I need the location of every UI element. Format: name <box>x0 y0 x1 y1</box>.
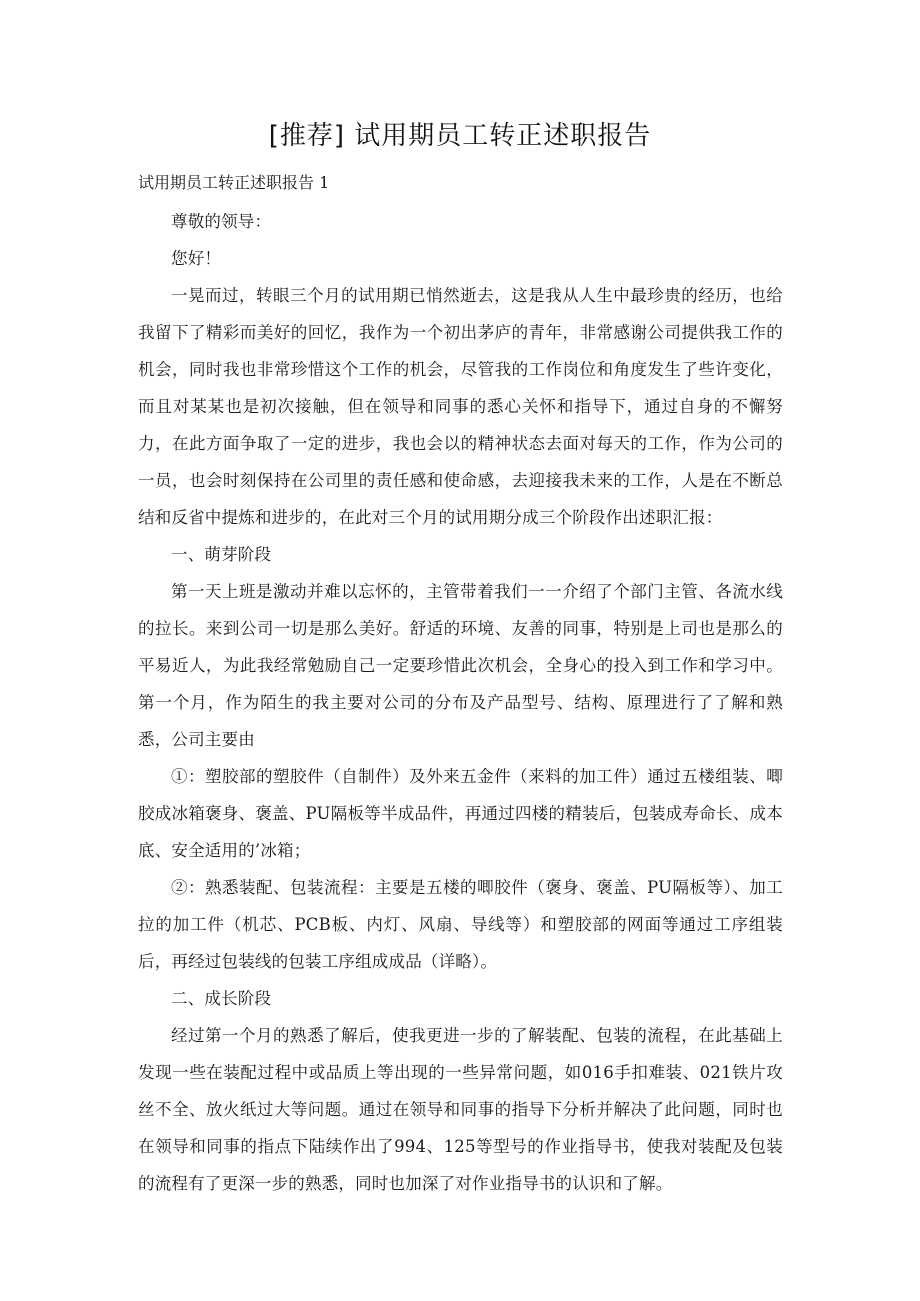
paragraph-stage-1: 第一天上班是激动并难以忘怀的，主管带着我们一一介绍了个部门主管、各流水线的拉长。来到公司一切是那么美好。舒适的环境、友善的同事，特别是上司也是那么的平易近人，为此我经常勉励自己一定要珍惜此次机会，全身心的投入到工作和学习中。第一个月，作为陌生的我主要对公司的分布及产品型号、结构、原理进行了了解和熟悉，公司主要由 <box>138 582 783 749</box>
document-title: [推荐] 试用期员工转正述职报告 <box>268 121 652 151</box>
salutation: 尊敬的领导： <box>171 212 272 231</box>
document-body <box>138 203 783 1202</box>
section-heading-1: 一、萌芽阶段 <box>171 545 272 564</box>
paragraph-stage-2: 经过第一个月的熟悉了解后，使我更进一步的了解装配、包装的流程，在此基础上发现一些在装配过程中或品质上等出现的一些异常问题，如016手扣难装、021铁片攻丝不全、放火纸过大等问题。通过在领导和同事的指导下分析并解决了此问题，同时也在领导和同事的指点下陆续作出了994、125等型号的作业指导书，使我对装配及包装的流程有了更深一步的熟悉，同时也加深了对作业指导书的认识和了解。 <box>138 1026 783 1193</box>
document-subtitle: 试用期员工转正述职报告 1 <box>138 173 330 192</box>
greeting: 您好！ <box>171 249 222 268</box>
paragraph-intro: 一晃而过，转眼三个月的试用期已悄然逝去，这是我从人生中最珍贵的经历，也给我留下了精彩而美好的回忆，我作为一个初出茅庐的青年，非常感谢公司提供我工作的机会，同时我也非常珍惜这个工作的机会，尽管我的工作岗位和角度发生了些许变化，而且对某某也是初次接触，但在领导和同事的悉心关怀和指导下，通过自身的不懈努力，在此方面争取了一定的进步，我也会以的精神状态去面对每天的工作，作为公司的一员，也会时刻保持在公司里的责任感和使命感，去迎接我未来的工作，人是在不断总结和反省中提炼和进步的，在此对三个月的试用期分成三个阶段作出述职汇报： <box>138 286 783 527</box>
paragraph-item-2: ②：熟悉装配、包装流程：主要是五楼的唧胶件（褒身、褒盖、PU隔板等）、加工拉的加工件（机芯、PCB板、内灯、风扇、导线等）和塑胶部的网面等通过工序组装后，再经过包装线的包装工序组成成品（详略）。 <box>138 878 783 971</box>
section-heading-2: 二、成长阶段 <box>171 989 272 1008</box>
paragraph-item-1: ①：塑胶部的塑胶件（自制件）及外来五金件（来料的加工件）通过五楼组装、唧胶成冰箱褒身、褒盖、PU隔板等半成品件，再通过四楼的精装后，包装成寿命长、成本底、安全适用的’冰箱； <box>138 767 783 860</box>
